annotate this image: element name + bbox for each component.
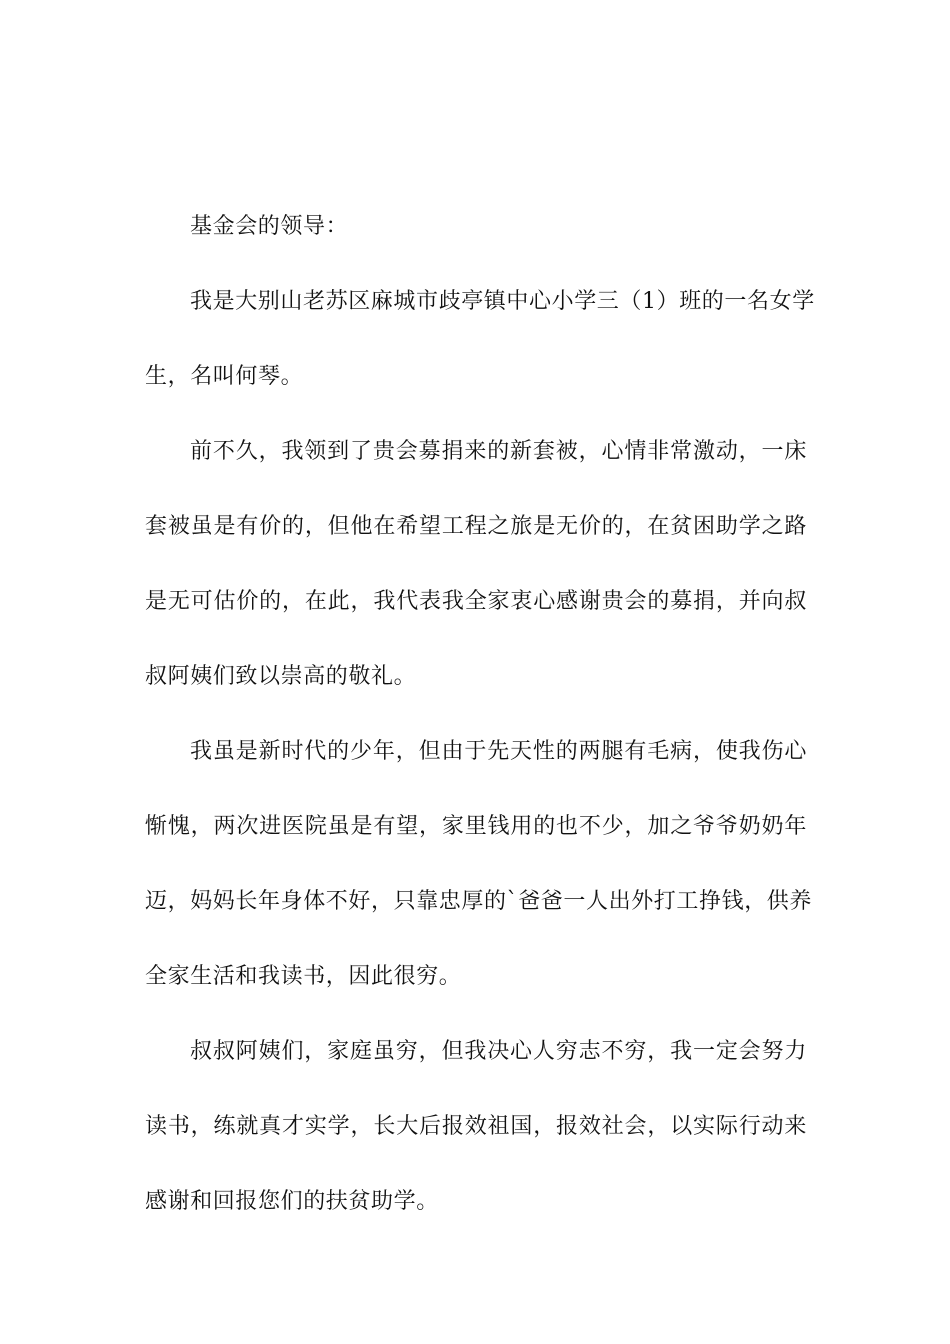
text-line: 前不久，我领到了贵会募捐来的新套被，心情非常激动，一床 (190, 439, 807, 464)
text-line: 叔阿姨们致以崇高的敬礼。 (145, 664, 417, 689)
text-line: 迈，妈妈长年身体不好，只靠忠厚的`爸爸一人出外打工挣钱，供养 (145, 889, 813, 914)
text-line: 我虽是新时代的少年，但由于先天性的两腿有毛病，使我伤心 (190, 739, 807, 764)
text-line: 套被虽是有价的，但他在希望工程之旅是无价的，在贫困助学之路 (145, 514, 807, 539)
salutation: 基金会的领导： (190, 214, 349, 239)
letter-body (145, 208, 815, 1258)
text-line: 惭愧，两次进医院虽是有望，家里钱用的也不少，加之爷爷奶奶年 (145, 814, 807, 839)
text-line: 感谢和回报您们的扶贫助学。 (145, 1189, 439, 1214)
text-line: 是无可估价的，在此，我代表我全家衷心感谢贵会的募捐，并向叔 (145, 589, 807, 614)
text-line: 全家生活和我读书，因此很穷。 (145, 964, 462, 989)
text-line: 叔叔阿姨们，家庭虽穷，但我决心人穷志不穷，我一定会努力 (190, 1039, 807, 1064)
text-line: 读书，练就真才实学，长大后报效祖国，报效社会，以实际行动来 (145, 1114, 807, 1139)
text-line: 生，名叫何琴。 (145, 364, 304, 389)
text-line: 我是大别山老苏区麻城市歧亭镇中心小学三（1）班的一名女学 (190, 289, 815, 314)
